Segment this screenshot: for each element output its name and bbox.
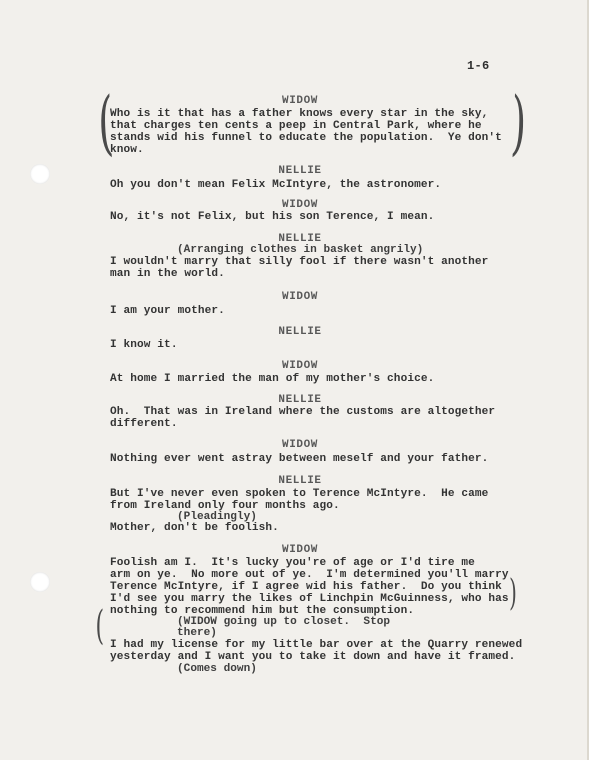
- speaker-nellie: NELLIE: [278, 233, 322, 245]
- page-number: 1-6: [467, 59, 490, 73]
- dialogue-line: stands wid his funnel to educate the population. Ye don't: [110, 132, 502, 144]
- speaker-widow: WIDOW: [281, 95, 319, 107]
- dialogue-line: from Ireland only four months ago.: [110, 500, 340, 512]
- dialogue-line: I am your mother.: [110, 305, 225, 317]
- dialogue-line: At home I married the man of my mother's choice.: [110, 373, 435, 385]
- dialogue-line: that charges ten cents a peep in Central Park, where he: [110, 120, 482, 132]
- dialogue-line: Mother, don't be foolish.: [110, 522, 279, 534]
- punch-hole: [30, 164, 50, 184]
- dialogue-line: nothing to recommend him but the consumption.: [110, 605, 415, 617]
- dialogue-line: arm on ye. No more out of ye. I'm determined you'll marry: [110, 569, 509, 581]
- dialogue-line: man in the world.: [110, 268, 225, 280]
- dialogue-line: Oh you don't mean Felix McIntyre, the astronomer.: [110, 179, 442, 191]
- dialogue-line: Nothing ever went astray between meself and your father.: [110, 453, 489, 465]
- right-bracket-mark: ): [509, 81, 528, 165]
- speaker-nellie: NELLIE: [278, 326, 322, 338]
- dialogue-line: I know it.: [110, 339, 178, 351]
- dialogue-line: yesterday and I want you to take it down and have it framed.: [110, 651, 516, 663]
- speaker-widow: WIDOW: [281, 544, 319, 556]
- dialogue-line: No, it's not Felix, but his son Terence, I mean.: [110, 211, 435, 223]
- speaker-nellie: NELLIE: [278, 475, 322, 487]
- right-bracket-mark: ): [509, 573, 517, 614]
- punch-hole: [30, 572, 50, 592]
- stage-direction: (Arranging clothes in basket angrily): [177, 244, 424, 256]
- dialogue-line: I had my license for my little bar over at the Quarry renewed: [110, 639, 523, 651]
- speaker-widow: WIDOW: [281, 360, 319, 372]
- dialogue-line: different.: [110, 418, 178, 430]
- dialogue-line: Terence McIntyre, if I agree wid his father. Do you think: [110, 581, 502, 593]
- dialogue-line: Who is it that has a father knows every star in the sky,: [110, 108, 489, 120]
- stage-direction: there): [177, 627, 217, 639]
- speaker-widow: WIDOW: [281, 439, 319, 451]
- stage-direction: (Comes down): [177, 663, 257, 675]
- left-bracket-mark: (: [96, 81, 115, 165]
- dialogue-line: But I've never even spoken to Terence McIntyre. He came: [110, 488, 489, 500]
- stage-direction: (Pleadingly): [177, 511, 257, 523]
- speaker-widow: WIDOW: [281, 291, 319, 303]
- dialogue-line: I'd see you marry the likes of Linchpin McGuinness, who has: [110, 593, 509, 605]
- dialogue-line: know.: [110, 144, 144, 156]
- dialogue-line: Foolish am I. It's lucky you're of age or I'd tire me: [110, 557, 475, 569]
- left-bracket-mark: (: [95, 603, 105, 649]
- speaker-nellie: NELLIE: [278, 394, 322, 406]
- dialogue-line: Oh. That was in Ireland where the customs are altogether: [110, 406, 496, 418]
- dialogue-line: I wouldn't marry that silly fool if there wasn't another: [110, 256, 489, 268]
- stage-direction: (WIDOW going up to closet. Stop: [177, 616, 391, 628]
- speaker-widow: WIDOW: [281, 199, 319, 211]
- speaker-nellie: NELLIE: [278, 165, 322, 177]
